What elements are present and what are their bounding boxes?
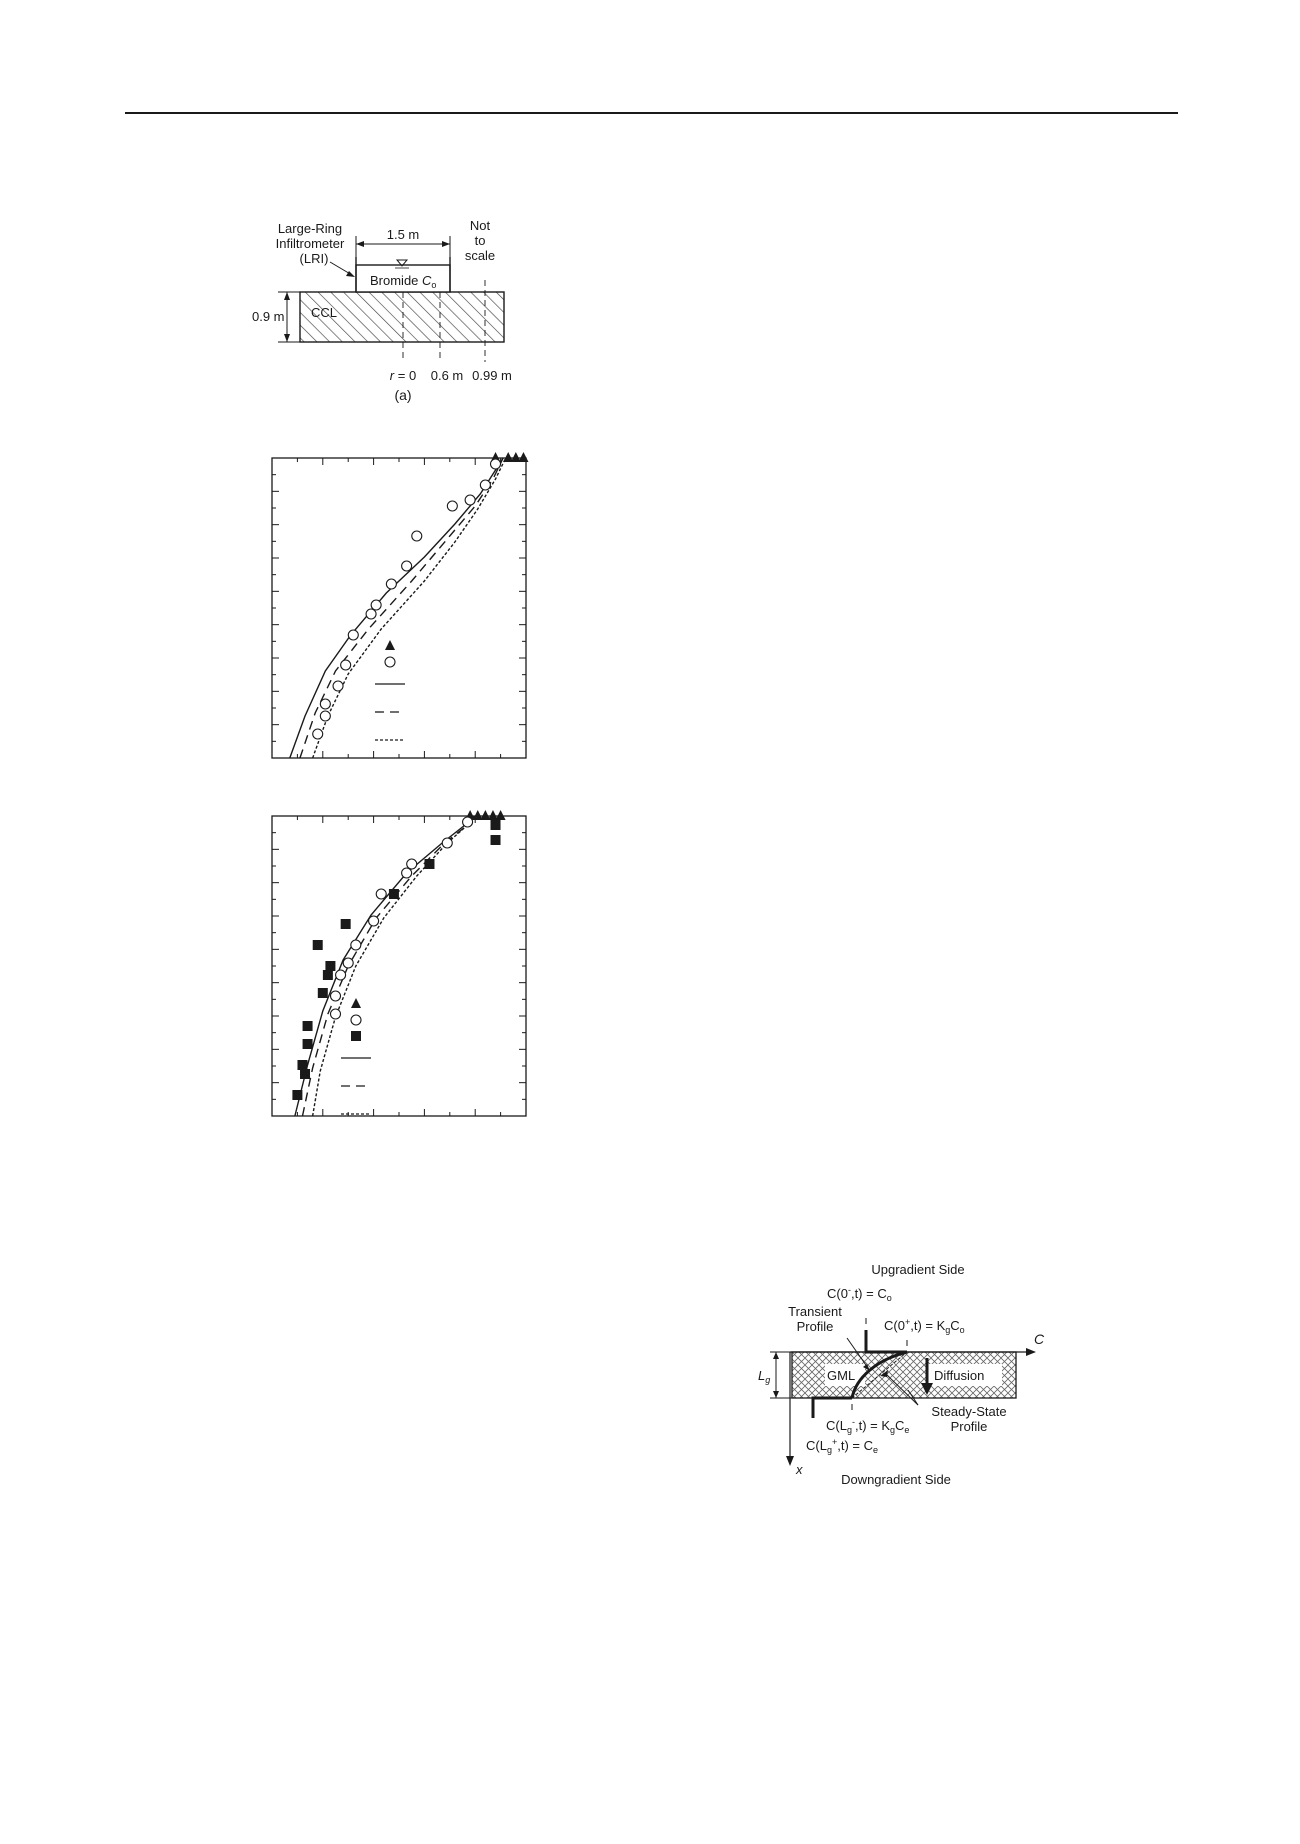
legend-marker-square (351, 1031, 361, 1041)
lri-label-2: Infiltrometer (275, 236, 345, 251)
top-bc-label: $C(0^-,t) = C_o$ (827, 1285, 892, 1303)
data-point-circle (480, 480, 490, 490)
ring-width-label: 1.5 m (386, 227, 420, 242)
data-point-square (303, 1039, 313, 1049)
data-point-circle (402, 561, 412, 571)
r0-label: r = 0 (389, 368, 417, 383)
ccl-label: CCL (311, 305, 338, 320)
data-point-circle (376, 889, 386, 899)
data-point-square (323, 970, 333, 980)
data-point-circle (463, 817, 473, 827)
lri-label-1: Large-Ring (277, 221, 343, 236)
legend-marker-triangle (385, 640, 395, 650)
data-point-circle (351, 940, 361, 950)
legend-marker-triangle (351, 998, 361, 1008)
gml-label: GML (827, 1368, 856, 1383)
data-point-square (325, 961, 335, 971)
data-point-square (491, 820, 501, 830)
upgradient-profile (866, 1330, 907, 1352)
bromide-label: Bromide $C_o$ (370, 273, 437, 290)
top-bc2-label: $C(0^+,t) = K_gC_o$ (884, 1317, 965, 1335)
data-point-circle (366, 609, 376, 619)
data-point-square (491, 835, 501, 845)
data-point-circle (386, 579, 396, 589)
data-point-circle (412, 531, 422, 541)
x-axis-arrow-icon (786, 1456, 794, 1466)
scale-note-1: Not (469, 218, 491, 233)
data-point-circle (336, 970, 346, 980)
data-point-circle (320, 711, 330, 721)
data-point-square (300, 1069, 310, 1079)
figure-a-schematic (252, 218, 512, 403)
data-point-circle (331, 1009, 341, 1019)
data-point-square (341, 919, 351, 929)
bot-bc2-label: $C(L_g^+,t) = C_e$ (806, 1437, 879, 1455)
scale-note-2: to (474, 233, 486, 248)
data-point-circle (491, 459, 501, 469)
data-point-square (292, 1090, 302, 1100)
data-point-circle (341, 660, 351, 670)
thickness-label: 0.9 m (252, 309, 285, 324)
data-point-circle (320, 699, 330, 709)
transient-label-2: Profile (796, 1319, 834, 1334)
data-point-circle (348, 630, 358, 640)
data-point-circle (343, 958, 353, 968)
downgradient-label: Downgradient Side (841, 1472, 951, 1487)
legend-marker-circle (385, 657, 395, 667)
transient-label-1: Transient (788, 1304, 842, 1319)
data-point-circle (331, 991, 341, 1001)
legend-marker-circle (351, 1015, 361, 1025)
panel-a-label: (a) (394, 387, 412, 403)
diffusion-label: Diffusion (934, 1368, 985, 1383)
scale-note-3: scale (464, 248, 496, 263)
data-point-circle (442, 838, 452, 848)
figure-gml-diffusion (758, 1262, 1045, 1487)
r2-label: 0.99 m (472, 368, 512, 383)
data-point-circle (402, 868, 412, 878)
lri-label-3: (LRI) (299, 251, 329, 266)
data-point-circle (313, 729, 323, 739)
data-point-triangle (518, 452, 528, 462)
data-point-circle (407, 859, 417, 869)
data-point-square (389, 889, 399, 899)
data-point-square (318, 988, 328, 998)
r1-label: 0.6 m (430, 368, 464, 383)
series-line-dot (313, 816, 476, 1116)
c-axis-label: C (1034, 1331, 1045, 1347)
thickness-label: $L_g$ (758, 1368, 771, 1385)
data-point-circle (465, 495, 475, 505)
steady-state-label-2: Profile (950, 1419, 988, 1434)
chart-b (272, 452, 528, 758)
series-line-solid (295, 816, 475, 1116)
data-point-triangle (496, 810, 506, 820)
data-point-circle (369, 916, 379, 926)
upgradient-label: Upgradient Side (871, 1262, 965, 1277)
data-point-square (303, 1021, 313, 1031)
plot-frame (272, 816, 526, 1116)
data-point-circle (447, 501, 457, 511)
series-line-dot (313, 458, 506, 758)
downgradient-profile (813, 1398, 852, 1418)
plot-frame (272, 458, 526, 758)
data-point-circle (371, 600, 381, 610)
steady-state-label-1: Steady-State (931, 1404, 1007, 1419)
data-point-circle (333, 681, 343, 691)
c-axis-arrow-icon (1026, 1348, 1036, 1356)
x-axis-label: x (796, 1462, 803, 1477)
data-point-square (424, 859, 434, 869)
chart-c (272, 810, 526, 1116)
data-point-square (297, 1060, 307, 1070)
bot-bc-label: $C(L_g^-,t) = K_gC_e$ (826, 1417, 910, 1435)
data-point-square (313, 940, 323, 950)
